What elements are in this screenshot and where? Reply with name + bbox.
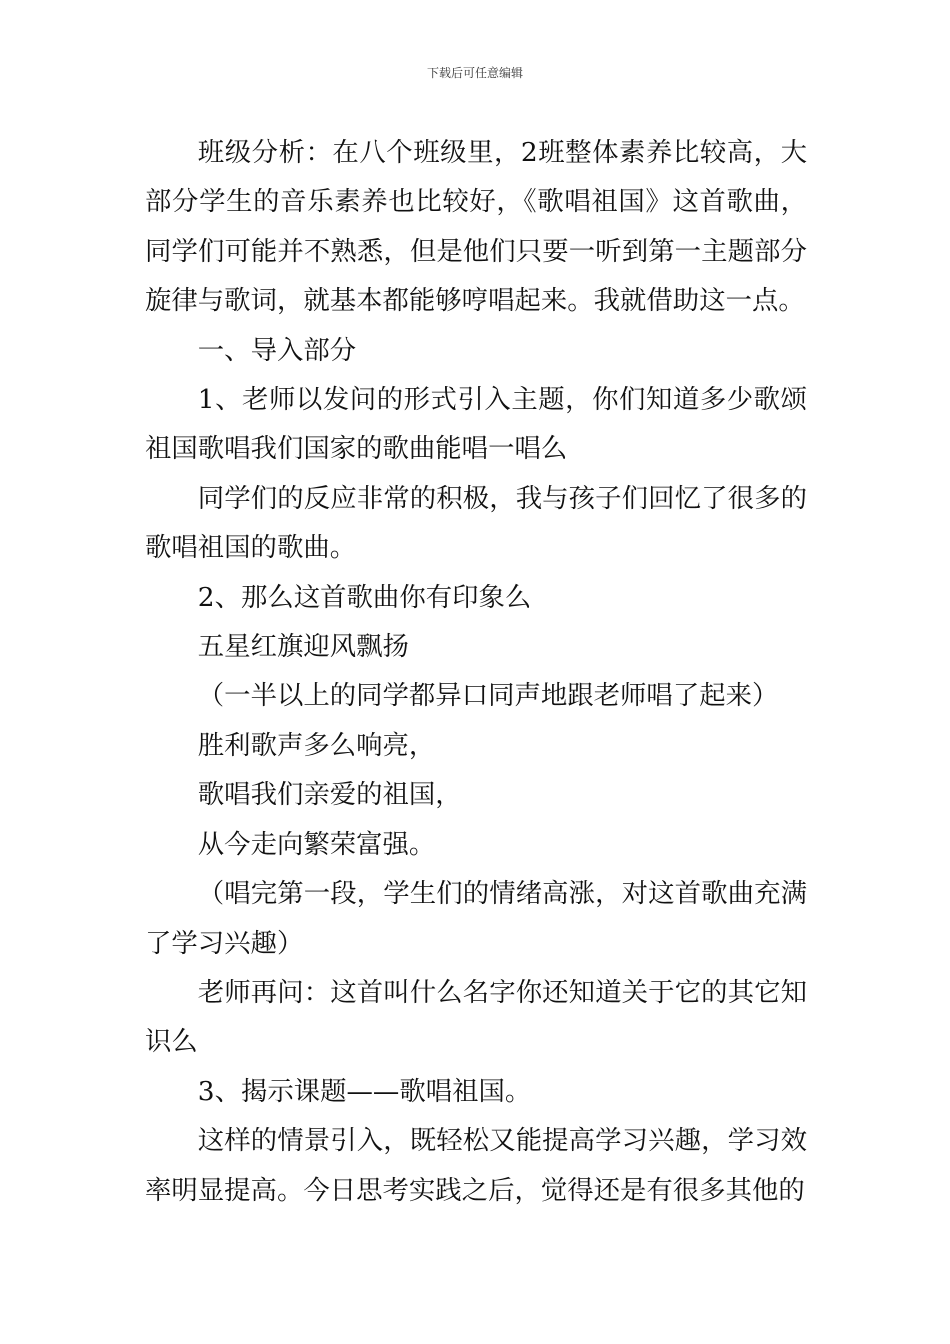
teacher-question-paragraph: 老师再问：这首叫什么名字你还知道关于它的其它知识么 <box>145 976 807 1058</box>
lyric-line-2: 胜利歌声多么响亮， <box>197 729 436 761</box>
mood-note-paragraph: （唱完第一段，学生们的情绪高涨，对这首歌曲充满了学习兴趣） <box>145 878 807 959</box>
lyric-line-3: 歌唱我们亲爱的祖国， <box>197 779 462 811</box>
section-heading-intro: 一、导入部分 <box>197 334 357 366</box>
lyric-line-1: 五星红旗迎风飘扬 <box>197 631 409 663</box>
singing-note-paragraph: （一半以上的同学都异口同声地跟老师唱了起来） <box>197 680 779 712</box>
student-response-paragraph: 同学们的反应非常的积极，我与孩子们回忆了很多的歌唱祖国的歌曲。 <box>145 482 807 564</box>
step-2-paragraph: 2、那么这首歌曲你有印象么 <box>197 581 532 613</box>
lyric-line-4: 从今走向繁荣富强。 <box>197 828 436 860</box>
page-header: 下载后可任意编辑 <box>426 66 523 80</box>
reflection-paragraph: 这样的情景引入，既轻松又能提高学习兴趣，学习效率明显提高。今日思考实践之后，觉得还是有很多其他的 <box>145 1125 807 1206</box>
step-1-paragraph: 1、老师以发问的形式引入主题，你们知道多少歌颂祖国歌唱我们国家的歌曲能唱一唱么 <box>145 384 807 465</box>
step-3-paragraph: 3、揭示课题——歌唱祖国。 <box>197 1075 532 1107</box>
class-analysis-paragraph: 班级分析：在八个班级里，2班整体素养比较高，大部分学生的音乐素养也比较好，《歌唱祖国》这首歌曲，同学们可能并不熟悉，但是他们只要一听到第一主题部分旋律与歌词，就基本都能够哼唱起来。我就借助这一点。 <box>145 137 807 317</box>
document-body <box>145 128 807 1215</box>
